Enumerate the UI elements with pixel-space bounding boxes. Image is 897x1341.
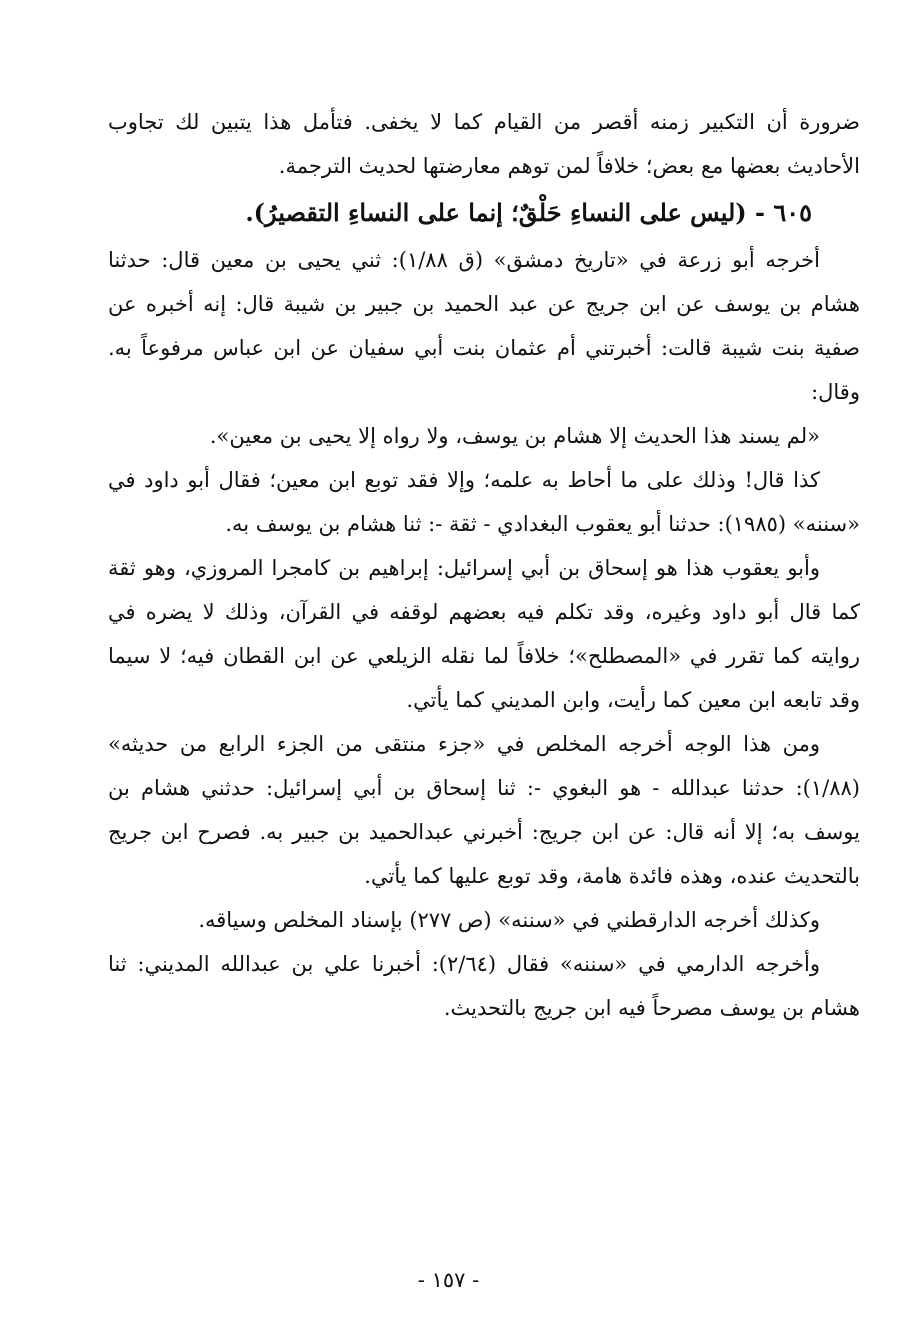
- paragraph-takhrij-abu-zurah: أخرجه أبو زرعة في «تاريخ دمشق» (ق ١/٨٨): ثني يحيى بن معين قال: حدثنا هشام بن يوسف عن ابن جريج عن عبد الحميد بن جبير بن شيبة قال: إنه أخبره عن صفية بنت شيبة قالت: أخبرتني أم عثمان بنت أبي سفيان عن ابن عباس مرفوعاً به. وقال:: [108, 248, 861, 404]
- paragraph-daraqutni: وكذلك أخرجه الدارقطني في «سننه» (ص ٢٧٧) بإسناد المخلص وسياقه.: [198, 908, 820, 932]
- paragraph-mukhallis: ومن هذا الوجه أخرجه المخلص في «جزء منتقى من الجزء الرابع من حديثه» (١/٨٨): حدثنا عبدالله - هو البغوي -: ثنا إسحاق بن أبي إسرائيل: حدثني هشام بن يوسف به؛ إلا أنه قال: عن ابن جريج: أخبرني عبدالحميد بن جبير به. فصرح ابن جريج بالتحديث عنده، وهذه فائدة هامة، وقد توبع عليها كما يأتي.: [108, 732, 860, 888]
- page-body: [108, 100, 860, 1030]
- page-number: - ١٥٧ -: [417, 1268, 480, 1292]
- paragraph-intro: ضرورة أن التكبير زمنه أقصر من القيام كما لا يخفى. فتأمل هذا يتبين لك تجاوب الأحاديث بعضها مع بعض؛ خلافاً لمن توهم معارضتها لحديث الترجمة.: [108, 110, 860, 178]
- paragraph-quote: «لم يسند هذا الحديث إلا هشام بن يوسف، ولا رواه إلا يحيى بن معين».: [209, 424, 820, 448]
- hadith-heading: ٦٠٥ - (ليس على النساءِ حَلْقٌ؛ إنما على النساءِ التقصيرُ).: [245, 198, 812, 227]
- paragraph-abu-yaqub: وأبو يعقوب هذا هو إسحاق بن أبي إسرائيل: إبراهيم بن كامجرا المروزي، وهو ثقة كما قال أبو داود وغيره، وقد تكلم فيه بعضهم لوقفه في القرآن، وذلك لا يضره في روايته كما تقرر في «المصطلح»؛ خلافاً لما نقله الزيلعي عن ابن القطان فيه؛ لا سيما وقد تابعه ابن معين كما رأيت، وابن المديني كما يأتي.: [108, 556, 860, 712]
- paragraph-abu-dawud: كذا قال! وذلك على ما أحاط به علمه؛ وإلا فقد توبع ابن معين؛ فقال أبو داود في «سننه» (١٩٨٥): حدثنا أبو يعقوب البغدادي - ثقة -: ثنا هشام بن يوسف به.: [108, 468, 860, 536]
- paragraph-darimi: وأخرجه الدارمي في «سننه» فقال (٢/٦٤): أخبرنا علي بن عبدالله المديني: ثنا هشام بن يوسف مصرحاً فيه ابن جريج بالتحديث.: [108, 952, 860, 1020]
